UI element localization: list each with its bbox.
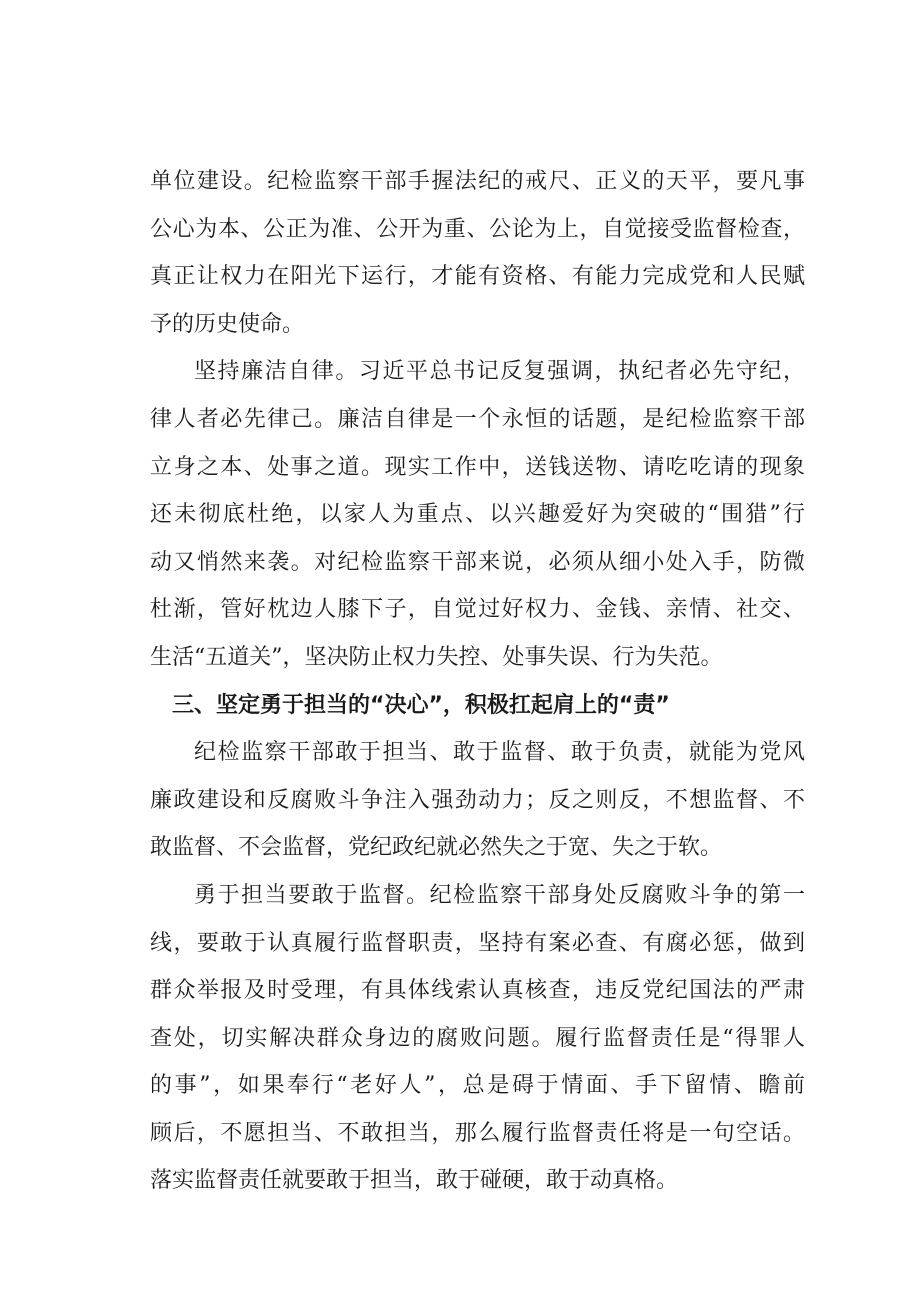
paragraph-line: 坚持廉洁自律。习近平总书记反复强调，执纪者必先守纪，	[194, 359, 805, 385]
paragraph-line: 立身之本、处事之道。现实工作中，送钱送物、请吃吃请的现象	[150, 454, 805, 480]
paragraph-line: 纪检监察干部敢于担当、敢于监督、敢于负责，就能为党风	[194, 740, 805, 766]
paragraph-line: 单位建设。纪检监察干部手握法纪的戒尺、正义的天平，要凡事	[150, 169, 805, 194]
document-body	[150, 158, 805, 1205]
paragraph-line: 的事”，如果奉行“老好人”，总是碍于情面、手下留情、瞻前	[150, 1073, 805, 1099]
paragraph-line: 群众举报及时受理，有具体线索认真核查，违反党纪国法的严肃	[150, 978, 805, 1004]
paragraph-line: 予的历史使命。	[150, 311, 305, 337]
paragraph-line: 廉政建设和反腐败斗争注入强劲动力；反之则反，不想监督、不	[150, 787, 805, 813]
paragraph-line: 顾后，不愿担当、不敢担当，那么履行监督责任将是一句空话。	[150, 1120, 805, 1146]
paragraph-line: 杜渐，管好枕边人膝下子，自觉过好权力、金钱、亲情、社交、	[150, 597, 805, 623]
paragraph-line: 落实监督责任就要敢于担当，敢于碰硬，敢于动真格。	[150, 1168, 679, 1194]
paragraph-line: 动又悄然来袭。对纪检监察干部来说，必须从细小处入手，防微	[150, 549, 805, 575]
paragraph-line: 还未彻底杜绝，以家人为重点、以兴趣爱好为突破的“围猎”行	[150, 502, 805, 528]
paragraph-line: 公心为本、公正为准、公开为重、公论为上，自觉接受监督检查，	[150, 216, 805, 242]
paragraph-line: 线，要敢于认真履行监督职责，坚持有案必查、有腐必惩，做到	[150, 930, 805, 956]
paragraph-line: 勇于担当要敢于监督。纪检监察干部身处反腐败斗争的第一	[194, 882, 805, 908]
paragraph-line: 律人者必先律己。廉洁自律是一个永恒的话题，是纪检监察干部	[150, 406, 805, 432]
section-heading: 三、坚定勇于担当的“决心”，积极扛起肩上的“责”	[172, 692, 670, 718]
paragraph-line: 敢监督、不会监督，党纪政纪就必然失之于宽、失之于软。	[150, 835, 723, 861]
paragraph-line: 真正让权力在阳光下运行，才能有资格、有能力完成党和人民赋	[150, 264, 805, 290]
paragraph-line: 生活“五道关”，坚决防止权力失控、处事失误、行为失范。	[150, 644, 723, 670]
paragraph-line: 查处，切实解决群众身边的腐败问题。履行监督责任是“得罪人	[150, 1025, 805, 1051]
